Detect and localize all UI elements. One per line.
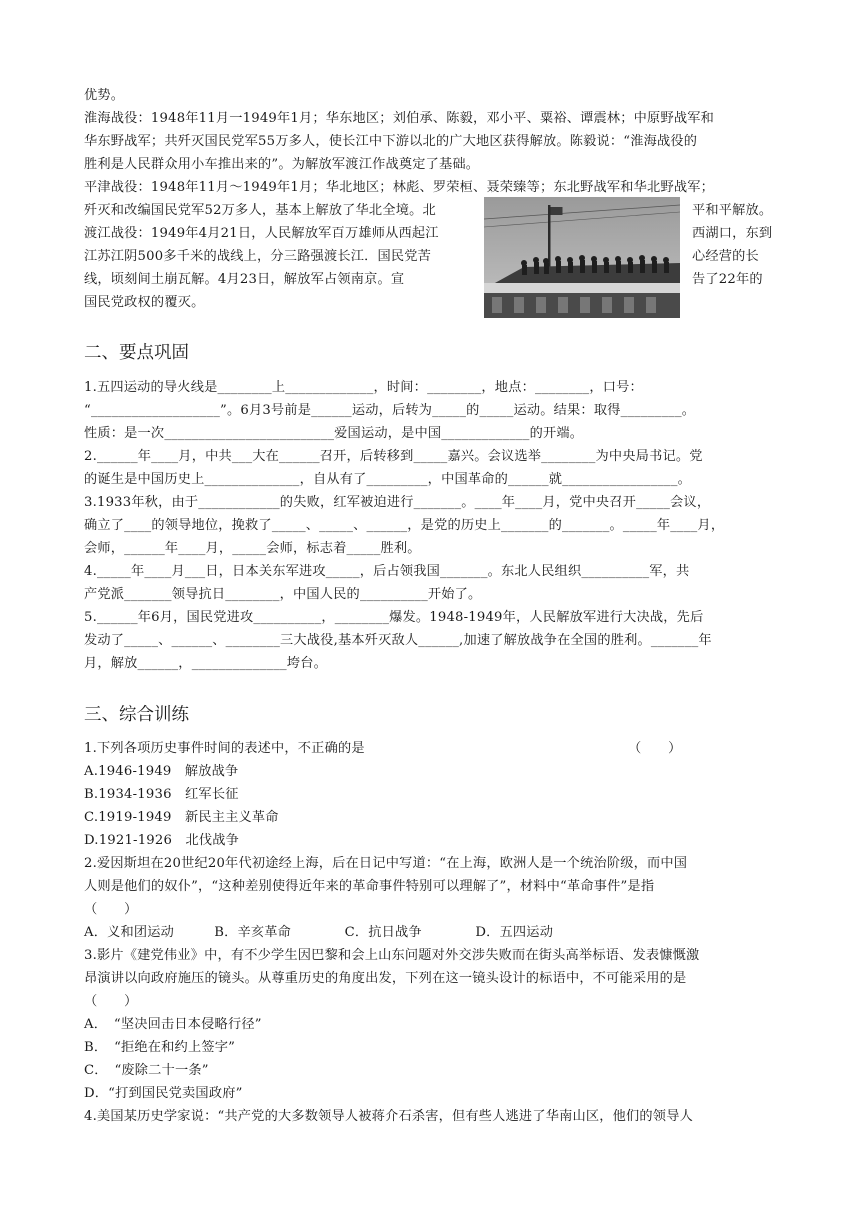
text-line: 线，顷刻间土崩瓦解。4月23日，解放军占领南京。宣 bbox=[84, 272, 405, 287]
text-line: 告了22年的 bbox=[692, 272, 763, 287]
text-line: 胜利是人民群众用小车推出来的”。为解放军渡江作战奠定了基础。 bbox=[84, 157, 480, 172]
text-line: 确立了____的领导地位，挽救了_____、_____、______，是党的历史上_______的_______。_____年____月， bbox=[84, 518, 725, 533]
option-line: A．义和团运动 B．辛亥革命 C．抗日战争 D．五四运动 bbox=[84, 925, 554, 940]
text-line: 平津战役：1948年11月～1949年1月；华北地区；林彪、罗荣桓、聂荣臻等；东北野战军和华北野战军； bbox=[84, 180, 714, 195]
text-line: 1.五四运动的导火线是________上_____________，时间：________，地点：________，口号： bbox=[84, 380, 643, 395]
text-line: 2.______年____月，中共___大在______召开，后转移到_____嘉兴。会议选举________为中央局书记。党 bbox=[84, 449, 703, 464]
answer-bracket: （ ） bbox=[628, 741, 682, 756]
answer-bracket: （ ） bbox=[84, 994, 138, 1009]
text-line: 5.______年6月，国民党进攻__________，________爆发。1948-1949年，人民解放军进行大决战，先后 bbox=[84, 610, 704, 625]
question-line: 昂演讲以向政府施压的镜头。从尊重历史的角度出发，下列在这一镜头设计的标语中，不可能采用的是 bbox=[84, 971, 687, 986]
text-line: 的诞生是中国历史上______________，自从有了_________，中国革命的______就_________________。 bbox=[84, 472, 692, 487]
answer-bracket: （ ） bbox=[84, 902, 138, 917]
option-line: A.1946-1949 解放战争 bbox=[84, 764, 239, 779]
text-line: 江苏江阴500多千米的战线上，分三路强渡长江．国民党苦 bbox=[84, 249, 432, 264]
text-line: 平和平解放。 bbox=[692, 203, 773, 218]
historical-photo bbox=[484, 197, 680, 318]
question-line: 人则是他们的奴仆”，“这种差别使得近年来的革命事件特别可以理解了”，材料中“革命事件”是指 bbox=[84, 879, 655, 894]
option-line: A． “坚决回击日本侵略行径” bbox=[84, 1017, 262, 1032]
option-line: B.1934-1936 红军长征 bbox=[84, 787, 239, 802]
text-line: 产党派_______领导抗日________，中国人民的__________开始了。 bbox=[84, 587, 482, 602]
option-line: B． “拒绝在和约上签字” bbox=[84, 1040, 236, 1055]
text-line: 渡江战役：1949年4月21日，人民解放军百万雄师从西起江 bbox=[84, 226, 439, 241]
text-line: 会师，______年____月，_____会师，标志着_____胜利。 bbox=[84, 541, 421, 556]
text-line: 性质：是一次_________________________爱国运动，是中国_____________的开端。 bbox=[84, 426, 584, 441]
option-line: C． “废除二十一条” bbox=[84, 1063, 209, 1078]
text-line: 华东野战军；共歼灭国民党军55万多人，使长江中下游以北的广大地区获得解放。陈毅说：“淮海战役的 bbox=[84, 134, 698, 149]
text-line: 国民党政权的覆灭。 bbox=[84, 295, 205, 310]
section-heading: 二、要点巩固 bbox=[84, 343, 189, 363]
option-line: D.1921-1926 北伐战争 bbox=[84, 833, 240, 848]
option-line: D．“打到国民党卖国政府” bbox=[84, 1086, 243, 1101]
text-line: 淮海战役：1948年11月一1949年1月；华东地区；刘伯承、陈毅，邓小平、粟裕、谭震林；中原野战军和 bbox=[84, 111, 714, 126]
question-line: 3.影片《建党伟业》中，有不少学生因巴黎和会上山东问题对外交涉失败而在街头高举标语、发表慷慨激 bbox=[84, 948, 700, 963]
option-line: C.1919-1949 新民主主义革命 bbox=[84, 810, 279, 825]
text-line: 3.1933年秋，由于____________的失败，红军被迫进行_______。____年____月，党中央召开_____会议， bbox=[84, 495, 711, 510]
text-line: 心经营的长 bbox=[692, 249, 759, 264]
text-line: 歼灭和改编国民党军52万多人，基本上解放了华北全境。北 bbox=[84, 203, 436, 218]
text-line: 4._____年____月___日，日本关东军进攻_____，后占领我国_______。东北人民组织__________军，共 bbox=[84, 564, 690, 579]
text-line: 优势。 bbox=[84, 88, 125, 103]
section-heading: 三、综合训练 bbox=[84, 705, 189, 725]
text-line: 发动了_____、______、________三大战役,基本歼灭敌人______,加速了解放战争在全国的胜利。_______年 bbox=[84, 633, 712, 648]
text-line: 月，解放______，______________垮台。 bbox=[84, 656, 327, 671]
text-line: “___________________”。6月3号前是______运动，后转为_____的_____运动。结果：取得_________。 bbox=[84, 403, 696, 418]
text-line: 西湖口，东到 bbox=[692, 226, 773, 241]
question-line: 2.爱因斯坦在20世纪20年代初途经上海，后在日记中写道：“在上海，欧洲人是一个统治阶级，而中国 bbox=[84, 856, 688, 871]
question-line: 1.下列各项历史事件时间的表述中，不正确的是 bbox=[84, 741, 365, 756]
question-line: 4.美国某历史学家说：“共产党的大多数领导人被蒋介石杀害，但有些人逃进了华南山区，他们的领导人 bbox=[84, 1109, 693, 1124]
